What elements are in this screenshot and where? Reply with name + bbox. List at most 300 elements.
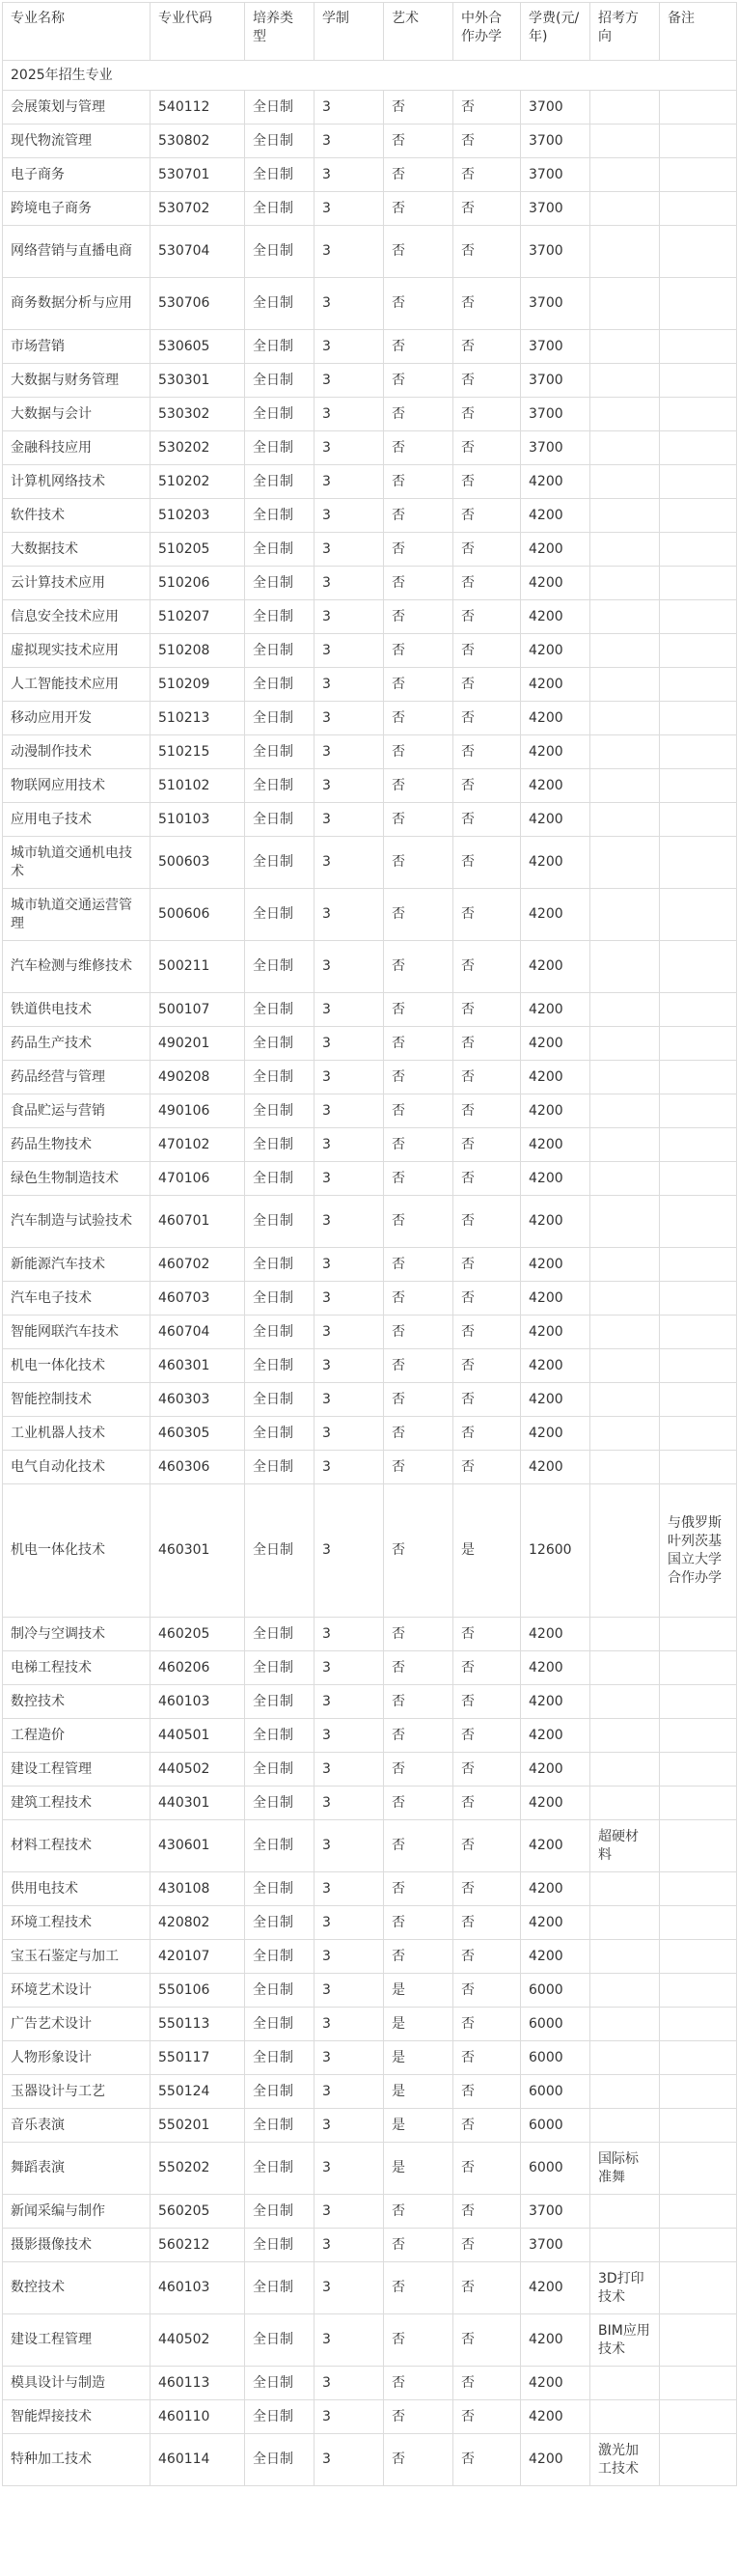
cell-major-name: 工程造价 [3, 1719, 150, 1753]
cell-tuition: 4200 [521, 1753, 590, 1787]
cell-duration: 3 [314, 1027, 384, 1061]
cell-duration: 3 [314, 398, 384, 431]
cell-major-code: 490208 [150, 1061, 245, 1094]
cell-study-type: 全日制 [245, 735, 314, 769]
cell-art: 否 [384, 567, 453, 600]
cell-major-name: 广告艺术设计 [3, 2008, 150, 2041]
cell-major-code: 510102 [150, 769, 245, 803]
cell-joint-program: 否 [453, 2434, 521, 2486]
table-row [3, 1196, 737, 1248]
cell-art: 否 [384, 226, 453, 278]
cell-joint-program: 否 [453, 1383, 521, 1417]
cell-major-code: 530704 [150, 226, 245, 278]
cell-direction [590, 2229, 660, 2262]
cell-joint-program: 否 [453, 1282, 521, 1316]
header-duration: 学制 [314, 3, 384, 61]
cell-art: 否 [384, 1349, 453, 1383]
cell-direction [590, 1316, 660, 1349]
cell-joint-program: 否 [453, 1940, 521, 1974]
cell-duration: 3 [314, 1753, 384, 1787]
cell-art: 否 [384, 1451, 453, 1484]
cell-art: 否 [384, 533, 453, 567]
cell-art: 是 [384, 2008, 453, 2041]
cell-tuition: 3700 [521, 2229, 590, 2262]
table-row [3, 1162, 737, 1196]
cell-study-type: 全日制 [245, 567, 314, 600]
table-row [3, 1787, 737, 1820]
cell-joint-program: 否 [453, 2008, 521, 2041]
cell-direction [590, 837, 660, 889]
cell-tuition: 6000 [521, 2008, 590, 2041]
table-row [3, 2314, 737, 2367]
cell-study-type: 全日制 [245, 158, 314, 192]
cell-direction: BIM应用技术 [590, 2314, 660, 2367]
cell-direction [590, 1128, 660, 1162]
cell-major-code: 510202 [150, 465, 245, 499]
cell-tuition: 6000 [521, 2075, 590, 2109]
cell-direction [590, 993, 660, 1027]
cell-tuition: 3700 [521, 91, 590, 125]
cell-study-type: 全日制 [245, 941, 314, 993]
cell-major-name: 软件技术 [3, 499, 150, 533]
cell-study-type: 全日制 [245, 1651, 314, 1685]
cell-remarks [660, 2367, 737, 2400]
table-row [3, 1906, 737, 1940]
table-row [3, 1618, 737, 1651]
cell-remarks [660, 192, 737, 226]
cell-art: 否 [384, 1248, 453, 1282]
cell-art: 是 [384, 2109, 453, 2143]
cell-study-type: 全日制 [245, 1484, 314, 1618]
cell-major-name: 金融科技应用 [3, 431, 150, 465]
cell-art: 否 [384, 668, 453, 702]
cell-tuition: 6000 [521, 2143, 590, 2195]
cell-direction [590, 158, 660, 192]
cell-joint-program: 否 [453, 567, 521, 600]
cell-direction [590, 1417, 660, 1451]
cell-direction [590, 1349, 660, 1383]
cell-duration: 3 [314, 499, 384, 533]
cell-major-code: 460305 [150, 1417, 245, 1451]
cell-tuition: 3700 [521, 158, 590, 192]
cell-remarks [660, 1451, 737, 1484]
cell-tuition: 4200 [521, 2314, 590, 2367]
cell-joint-program: 否 [453, 993, 521, 1027]
cell-direction [590, 769, 660, 803]
cell-art: 否 [384, 1719, 453, 1753]
cell-major-code: 510209 [150, 668, 245, 702]
cell-tuition: 6000 [521, 2109, 590, 2143]
cell-tuition: 4200 [521, 803, 590, 837]
cell-major-code: 510215 [150, 735, 245, 769]
cell-study-type: 全日制 [245, 398, 314, 431]
cell-tuition: 4200 [521, 1651, 590, 1685]
cell-duration: 3 [314, 1872, 384, 1906]
cell-joint-program: 否 [453, 330, 521, 364]
cell-major-code: 530706 [150, 278, 245, 330]
cell-duration: 3 [314, 735, 384, 769]
cell-remarks [660, 330, 737, 364]
cell-major-code: 550106 [150, 1974, 245, 2008]
cell-tuition: 4200 [521, 1383, 590, 1417]
cell-study-type: 全日制 [245, 1248, 314, 1282]
cell-major-code: 460704 [150, 1316, 245, 1349]
cell-remarks [660, 1094, 737, 1128]
table-row [3, 2109, 737, 2143]
cell-remarks [660, 364, 737, 398]
cell-remarks [660, 1787, 737, 1820]
cell-art: 否 [384, 837, 453, 889]
cell-duration: 3 [314, 941, 384, 993]
cell-major-name: 汽车制造与试验技术 [3, 1196, 150, 1248]
cell-tuition: 4200 [521, 1872, 590, 1906]
cell-remarks [660, 2262, 737, 2314]
table-row [3, 1484, 737, 1618]
cell-direction [590, 1685, 660, 1719]
cell-major-name: 机电一体化技术 [3, 1349, 150, 1383]
cell-major-name: 数控技术 [3, 2262, 150, 2314]
cell-duration: 3 [314, 1248, 384, 1282]
table-row [3, 364, 737, 398]
cell-art: 否 [384, 1940, 453, 1974]
cell-art: 否 [384, 769, 453, 803]
cell-tuition: 4200 [521, 837, 590, 889]
table-row [3, 567, 737, 600]
table-row [3, 2075, 737, 2109]
cell-study-type: 全日制 [245, 192, 314, 226]
cell-duration: 3 [314, 2109, 384, 2143]
cell-joint-program: 否 [453, 1820, 521, 1872]
cell-tuition: 4200 [521, 2262, 590, 2314]
table-row [3, 2400, 737, 2434]
cell-joint-program: 否 [453, 941, 521, 993]
cell-duration: 3 [314, 1383, 384, 1417]
table-row [3, 1383, 737, 1417]
cell-tuition: 4200 [521, 1906, 590, 1940]
cell-art: 否 [384, 2262, 453, 2314]
cell-art: 否 [384, 1094, 453, 1128]
table-row [3, 634, 737, 668]
cell-art: 否 [384, 125, 453, 158]
cell-major-name: 绿色生物制造技术 [3, 1162, 150, 1196]
cell-remarks [660, 226, 737, 278]
cell-major-code: 460205 [150, 1618, 245, 1651]
cell-art: 否 [384, 1417, 453, 1451]
cell-remarks [660, 499, 737, 533]
table-row [3, 1349, 737, 1383]
table-row [3, 465, 737, 499]
cell-tuition: 4200 [521, 1162, 590, 1196]
cell-remarks [660, 91, 737, 125]
cell-remarks [660, 1618, 737, 1651]
cell-major-code: 510208 [150, 634, 245, 668]
cell-joint-program: 否 [453, 465, 521, 499]
header-direction: 招考方向 [590, 3, 660, 61]
cell-tuition: 4200 [521, 993, 590, 1027]
cell-tuition: 4200 [521, 1685, 590, 1719]
cell-study-type: 全日制 [245, 2143, 314, 2195]
cell-joint-program: 否 [453, 769, 521, 803]
cell-major-name: 药品生产技术 [3, 1027, 150, 1061]
cell-study-type: 全日制 [245, 364, 314, 398]
cell-major-name: 物联网应用技术 [3, 769, 150, 803]
cell-major-name: 城市轨道交通运营管理 [3, 889, 150, 941]
cell-direction [590, 1787, 660, 1820]
cell-direction [590, 803, 660, 837]
cell-major-name: 计算机网络技术 [3, 465, 150, 499]
cell-direction [590, 364, 660, 398]
cell-major-name: 建筑工程技术 [3, 1787, 150, 1820]
cell-art: 否 [384, 1383, 453, 1417]
cell-major-code: 440301 [150, 1787, 245, 1820]
cell-duration: 3 [314, 2229, 384, 2262]
cell-major-code: 490106 [150, 1094, 245, 1128]
cell-duration: 3 [314, 1719, 384, 1753]
table-row [3, 889, 737, 941]
cell-art: 否 [384, 1753, 453, 1787]
cell-joint-program: 否 [453, 803, 521, 837]
cell-tuition: 3700 [521, 431, 590, 465]
cell-study-type: 全日制 [245, 431, 314, 465]
cell-study-type: 全日制 [245, 1753, 314, 1787]
cell-major-name: 网络营销与直播电商 [3, 226, 150, 278]
cell-art: 否 [384, 364, 453, 398]
cell-direction [590, 2041, 660, 2075]
cell-major-code: 460306 [150, 1451, 245, 1484]
cell-tuition: 4200 [521, 499, 590, 533]
cell-study-type: 全日制 [245, 533, 314, 567]
cell-study-type: 全日制 [245, 1618, 314, 1651]
cell-major-name: 市场营销 [3, 330, 150, 364]
cell-remarks [660, 2041, 737, 2075]
cell-tuition: 4200 [521, 735, 590, 769]
table-row [3, 1940, 737, 1974]
cell-duration: 3 [314, 1906, 384, 1940]
cell-duration: 3 [314, 330, 384, 364]
cell-remarks [660, 1349, 737, 1383]
table-row [3, 1248, 737, 1282]
cell-joint-program: 否 [453, 1027, 521, 1061]
cell-tuition: 4200 [521, 2367, 590, 2400]
cell-major-code: 510213 [150, 702, 245, 735]
table-row [3, 158, 737, 192]
cell-tuition: 4200 [521, 1451, 590, 1484]
cell-major-name: 智能控制技术 [3, 1383, 150, 1417]
cell-remarks [660, 1248, 737, 1282]
cell-direction [590, 1719, 660, 1753]
cell-major-code: 530605 [150, 330, 245, 364]
cell-tuition: 4200 [521, 1248, 590, 1282]
cell-major-name: 商务数据分析与应用 [3, 278, 150, 330]
cell-major-code: 440502 [150, 2314, 245, 2367]
cell-major-name: 人物形象设计 [3, 2041, 150, 2075]
table-row [3, 1417, 737, 1451]
cell-remarks [660, 600, 737, 634]
cell-major-code: 460113 [150, 2367, 245, 2400]
cell-tuition: 6000 [521, 1974, 590, 2008]
cell-tuition: 3700 [521, 330, 590, 364]
table-row [3, 1753, 737, 1787]
cell-major-name: 特种加工技术 [3, 2434, 150, 2486]
cell-study-type: 全日制 [245, 1196, 314, 1248]
cell-art: 否 [384, 735, 453, 769]
table-row [3, 431, 737, 465]
cell-duration: 3 [314, 803, 384, 837]
cell-joint-program: 否 [453, 226, 521, 278]
cell-remarks [660, 2109, 737, 2143]
cell-art: 否 [384, 330, 453, 364]
cell-study-type: 全日制 [245, 2041, 314, 2075]
cell-remarks [660, 941, 737, 993]
cell-major-code: 500107 [150, 993, 245, 1027]
cell-remarks [660, 1027, 737, 1061]
cell-study-type: 全日制 [245, 1719, 314, 1753]
table-row [3, 2262, 737, 2314]
cell-major-code: 550202 [150, 2143, 245, 2195]
cell-art: 否 [384, 1872, 453, 1906]
cell-study-type: 全日制 [245, 2400, 314, 2434]
cell-joint-program: 否 [453, 2075, 521, 2109]
cell-major-code: 500606 [150, 889, 245, 941]
cell-remarks [660, 125, 737, 158]
cell-major-code: 550113 [150, 2008, 245, 2041]
cell-tuition: 3700 [521, 125, 590, 158]
cell-duration: 3 [314, 889, 384, 941]
cell-major-code: 510206 [150, 567, 245, 600]
cell-direction [590, 668, 660, 702]
cell-duration: 3 [314, 2400, 384, 2434]
cell-duration: 3 [314, 364, 384, 398]
table-row [3, 499, 737, 533]
cell-art: 否 [384, 1651, 453, 1685]
cell-tuition: 4200 [521, 1196, 590, 1248]
cell-major-code: 490201 [150, 1027, 245, 1061]
cell-major-code: 470106 [150, 1162, 245, 1196]
cell-study-type: 全日制 [245, 1872, 314, 1906]
cell-remarks [660, 1417, 737, 1451]
cell-major-name: 模具设计与制造 [3, 2367, 150, 2400]
cell-art: 否 [384, 278, 453, 330]
cell-study-type: 全日制 [245, 1451, 314, 1484]
cell-duration: 3 [314, 2195, 384, 2229]
cell-tuition: 4200 [521, 668, 590, 702]
cell-study-type: 全日制 [245, 2075, 314, 2109]
cell-study-type: 全日制 [245, 125, 314, 158]
cell-duration: 3 [314, 2262, 384, 2314]
cell-major-name: 汽车检测与维修技术 [3, 941, 150, 993]
cell-remarks [660, 2314, 737, 2367]
cell-direction [590, 2109, 660, 2143]
cell-major-name: 信息安全技术应用 [3, 600, 150, 634]
cell-major-code: 460303 [150, 1383, 245, 1417]
cell-joint-program: 否 [453, 1162, 521, 1196]
header-tuition: 学费(元/年) [521, 3, 590, 61]
cell-study-type: 全日制 [245, 1027, 314, 1061]
cell-art: 否 [384, 158, 453, 192]
cell-remarks [660, 2195, 737, 2229]
cell-tuition: 4200 [521, 533, 590, 567]
cell-art: 否 [384, 1820, 453, 1872]
cell-art: 否 [384, 1618, 453, 1651]
cell-direction [590, 1196, 660, 1248]
header-major-code: 专业代码 [150, 3, 245, 61]
cell-major-code: 550117 [150, 2041, 245, 2075]
cell-major-code: 460702 [150, 1248, 245, 1282]
cell-art: 否 [384, 465, 453, 499]
cell-art: 否 [384, 431, 453, 465]
cell-duration: 3 [314, 600, 384, 634]
cell-major-name: 药品生物技术 [3, 1128, 150, 1162]
cell-duration: 3 [314, 278, 384, 330]
cell-study-type: 全日制 [245, 803, 314, 837]
cell-duration: 3 [314, 668, 384, 702]
table-row [3, 1316, 737, 1349]
page [2, 2, 736, 2486]
cell-joint-program: 否 [453, 1753, 521, 1787]
cell-joint-program: 否 [453, 2400, 521, 2434]
cell-study-type: 全日制 [245, 1787, 314, 1820]
cell-major-name: 现代物流管理 [3, 125, 150, 158]
cell-duration: 3 [314, 1618, 384, 1651]
table-row [3, 837, 737, 889]
table-row [3, 192, 737, 226]
cell-joint-program: 否 [453, 499, 521, 533]
table-row [3, 993, 737, 1027]
cell-major-name: 电子商务 [3, 158, 150, 192]
cell-art: 否 [384, 600, 453, 634]
table-row [3, 2195, 737, 2229]
cell-major-name: 玉器设计与工艺 [3, 2075, 150, 2109]
table-row [3, 668, 737, 702]
cell-major-code: 460103 [150, 2262, 245, 2314]
cell-joint-program: 否 [453, 2314, 521, 2367]
cell-remarks [660, 1753, 737, 1787]
cell-major-name: 智能焊接技术 [3, 2400, 150, 2434]
cell-art: 是 [384, 1974, 453, 2008]
cell-major-code: 500211 [150, 941, 245, 993]
cell-study-type: 全日制 [245, 2109, 314, 2143]
cell-art: 否 [384, 1196, 453, 1248]
cell-joint-program: 否 [453, 158, 521, 192]
cell-joint-program: 否 [453, 1128, 521, 1162]
cell-tuition: 6000 [521, 2041, 590, 2075]
cell-direction [590, 702, 660, 735]
cell-tuition: 4200 [521, 2400, 590, 2434]
cell-duration: 3 [314, 1282, 384, 1316]
cell-art: 否 [384, 2434, 453, 2486]
cell-duration: 3 [314, 567, 384, 600]
table-row [3, 1872, 737, 1906]
cell-joint-program: 否 [453, 2041, 521, 2075]
cell-direction [590, 634, 660, 668]
cell-remarks [660, 702, 737, 735]
cell-joint-program: 否 [453, 600, 521, 634]
cell-duration: 3 [314, 158, 384, 192]
cell-duration: 3 [314, 226, 384, 278]
cell-major-code: 560212 [150, 2229, 245, 2262]
cell-major-name: 电气自动化技术 [3, 1451, 150, 1484]
cell-duration: 3 [314, 1094, 384, 1128]
cell-major-name: 新闻采编与制作 [3, 2195, 150, 2229]
cell-major-code: 470102 [150, 1128, 245, 1162]
cell-major-code: 460110 [150, 2400, 245, 2434]
cell-direction [590, 1753, 660, 1787]
table-row [3, 1974, 737, 2008]
cell-tuition: 3700 [521, 398, 590, 431]
cell-joint-program: 否 [453, 533, 521, 567]
cell-study-type: 全日制 [245, 226, 314, 278]
cell-study-type: 全日制 [245, 1349, 314, 1383]
